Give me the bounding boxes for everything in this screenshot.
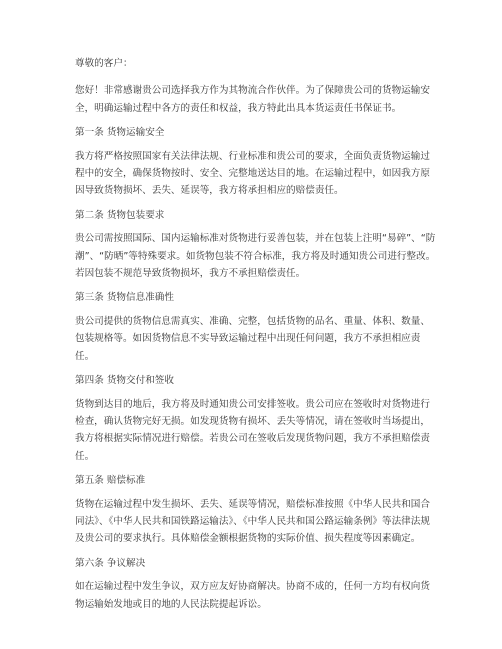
section-heading: 第一条 货物运输安全 (75, 127, 165, 139)
section-heading: 第六条 争议解决 (75, 557, 146, 569)
section-body: 如在运输过程中发生争议，双方应友好协商解决。协商不成的，任何一方均有权向货物运输始发地或目的地的人民法院提起诉讼。 (75, 581, 430, 610)
intro-paragraph: 您好！非常感谢贵公司选择我方作为其物流合作伙伴。为了保障贵公司的货物运输安全，明确运输过程中各方的责任和权益，我方特此出具本货运责任书保证书。 (75, 85, 430, 114)
section-body: 贵公司需按照国际、国内运输标准对货物进行妥善包装，并在包装上注明“易碎”、“防潮”、“防晒”等特殊要求。如货物包装不符合标准，我方将及时通知贵公司进行整改。若因包装不规范导致货物损坏，我方不承担赔偿责任。 (75, 233, 436, 280)
section-body: 货物在运输过程中发生损坏、丢失、延误等情况，赔偿标准按照《中华人民共和国合同法》、《中华人民共和国铁路运输法》、《中华人民共和国公路运输条例》等法律法规及贵公司的要求执行。具体赔偿金额根据货物的实际价值、损失程度等因素确定。 (75, 498, 430, 545)
section-heading: 第四条 货物交付和签收 (75, 375, 174, 387)
section-body: 货物到达目的地后，我方将及时通知贵公司安排签收。贵公司应在签收时对货物进行检查，确认货物完好无损。如发现货物有损坏、丢失等情况，请在签收时当场提出，我方将根据实际情况进行赔偿。若贵公司在签收后发现货物问题，我方不承担赔偿责任。 (75, 398, 430, 462)
document-body (75, 55, 437, 620)
section-heading: 第五条 赔偿标准 (75, 475, 146, 487)
section-heading: 第二条 货物包装要求 (75, 209, 165, 221)
salutation: 尊敬的客户： (75, 58, 133, 69)
section-heading: 第三条 货物信息准确性 (75, 292, 174, 304)
section-body: 贵公司提供的货物信息需真实、准确、完整，包括货物的品名、重量、体积、数量、包装规格等。如因货物信息不实导致运输过程中出现任何问题，我方不承担相应责任。 (75, 315, 430, 362)
section-body: 我方将严格按照国家有关法律法规、行业标准和贵公司的要求，全面负责货物运输过程中的安全，确保货物按时、安全、完整地送达目的地。在运输过程中，如因我方原因导致货物损坏、丢失、延误等，我方将承担相应的赔偿责任。 (75, 150, 430, 197)
